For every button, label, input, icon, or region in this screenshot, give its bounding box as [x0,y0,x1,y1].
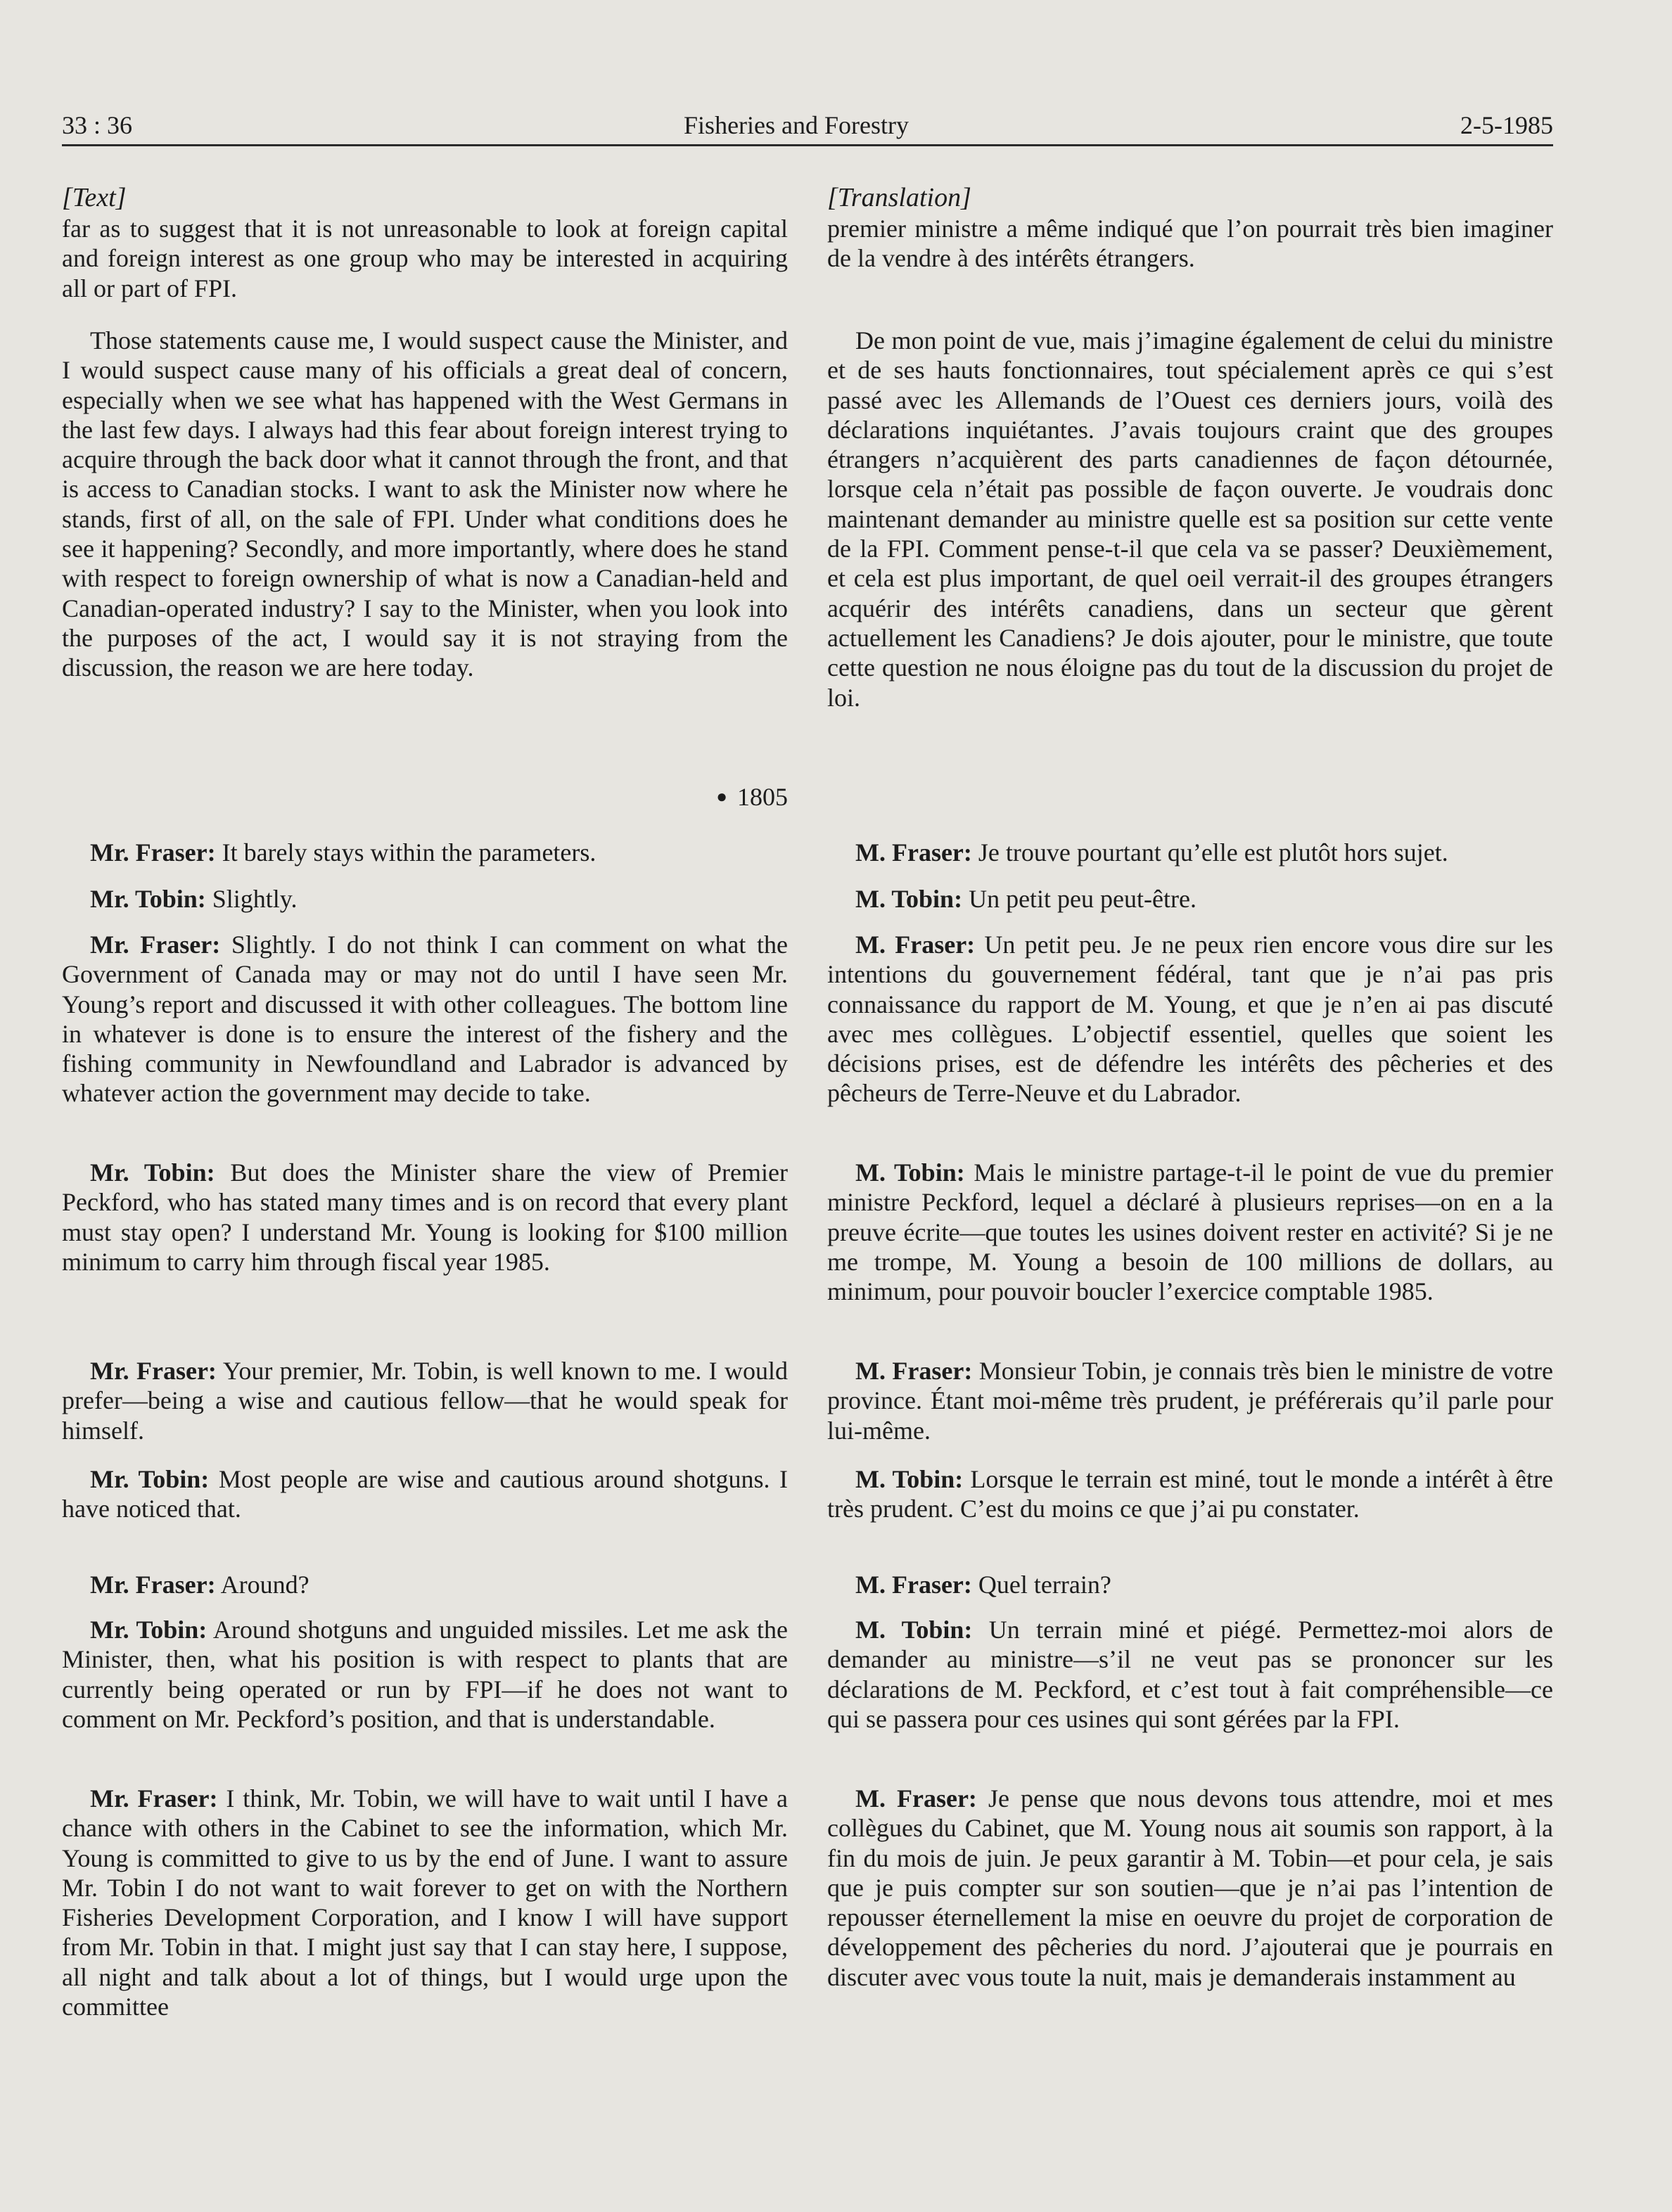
paragraph: Mr. Fraser: Your premier, Mr. Tobin, is well known to me. I would prefer—being a wise and cautious fellow—that he would speak for himself. [62,1357,789,1445]
speaker: Mr. Fraser: [90,1571,216,1599]
speaker: M. Fraser: [855,1571,972,1599]
speaker: Mr. Fraser: [90,1784,218,1813]
paragraph: Mr. Fraser: Around? [90,1571,309,1599]
speaker: Mr. Tobin: [90,1465,210,1493]
speaker: M. Fraser: [855,1784,977,1813]
bullet-icon: ● [716,786,727,807]
paragraph: M. Fraser: Je trouve pourtant qu’elle est plutôt hors sujet. [855,838,1448,867]
paragraph: Mr. Tobin: Most people are wise and cautious around shotguns. I have noticed that. [62,1465,789,1523]
paragraph: Mr. Fraser: It barely stays within the parameters. [90,838,596,867]
speaker: M. Fraser: [855,931,976,959]
speaker: M. Fraser: [855,838,972,867]
text-label: [Text] [62,183,127,212]
translation-label: [Translation] [827,183,971,212]
page-number: 33 : 36 [62,111,133,139]
paragraph: M. Fraser: Quel terrain? [855,1571,1111,1599]
paragraph: Mr. Fraser: I think, Mr. Tobin, we will have to wait until I have a chance with others in the Cabinet to see the information, which Mr. Young is committed to give to us by the end of June. I want to assure Mr. Tobin I do not want to wait forever to get on with the Northern Fisheries Development Corporation, and I know I will have support from Mr. Tobin in that. I might just say that I can stay here, I suppose, all night and talk about a lot of things, but I would urge upon the committee [62,1784,789,2021]
paragraph: premier ministre a même indiqué que l’on pourrait très bien imaginer de la vendre à des intérêts étrangers. [827,215,1553,273]
running-title: Fisheries and Forestry [684,111,909,139]
speaker: M. Tobin: [855,1616,973,1644]
time-stamp: ● 1805 [716,783,788,811]
paragraph: M. Tobin: Mais le ministre partage-t-il le point de vue du premier ministre Peckford, lequel a déclaré à plusieurs reprises—on en a la preuve écrite—que toutes les usines doivent rester en activité? Si je ne me trompe, M. Young a besoin de 100 millions de dollars, au minimum, pour pouvoir boucler l’exercice comptable 1985. [827,1158,1553,1306]
paragraph: far as to suggest that it is not unreasonable to look at foreign capital and foreign interest as one group who may be interested in acquiring all or part of FPI. [62,215,788,302]
speaker: M. Fraser: [855,1357,973,1385]
paragraph: Mr. Tobin: But does the Minister share the view of Premier Peckford, who has stated many times and is on record that every plant must stay open? I understand Mr. Young is looking for $100 million minimum to carry him through fiscal year 1985. [62,1158,788,1276]
paragraph: Mr. Fraser: Slightly. I do not think I can comment on what the Government of Canada may or may not do until I have seen Mr. Young’s report and discussed it with other colleagues. The bottom line in whatever is done is to ensure the interest of the fishery and the fishing community in Newfoundland and Labrador is advanced by whatever action the government may decide to take. [62,931,788,1108]
header-date: 2-5-1985 [1460,111,1553,139]
paragraph: M. Fraser: Un petit peu. Je ne peux rien encore vous dire sur les intentions du gouvernement fédéral, tant que je n’ai pas pris connaissance du rapport de M. Young, et que je n’en ai pas discuté avec mes collègues. L’objectif essentiel, quelles que soient les décisions prises, est de défendre les intérêts des pêcheries et des pêcheurs de Terre-Neuve et du Labrador. [827,931,1554,1108]
speaker: Mr. Tobin: [90,885,206,913]
speaker: M. Tobin: [855,1465,964,1493]
speaker: Mr. Fraser: [90,931,221,959]
speaker: Mr. Tobin: [90,1616,208,1644]
paragraph: M. Fraser: Monsieur Tobin, je connais très bien le ministre de votre province. Étant moi-même très prudent, je préférerais qu’il parle pour lui-même. [827,1357,1553,1445]
page-header [62,110,1553,141]
paragraph: M. Tobin: Lorsque le terrain est miné, tout le monde a intérêt à être très prudent. C’est du moins ce que j’ai pu constater. [827,1465,1553,1523]
speaker: Mr. Fraser: [90,1357,217,1385]
paragraph: De mon point de vue, mais j’imagine également de celui du ministre et de ses hauts fonctionnaires, tout spécialement après ce qui s’est passé avec les Allemands de l’Ouest ces derniers jours, voilà des déclarations inquiétantes. J’avais toujours craint que des groupes étrangers n’acquièrent des parts canadiennes de façon détournée, lorsque cela n’était pas possible de façon ouverte. Je voudrais donc maintenant demander au ministre quelle est sa position sur cette vente de la FPI. Comment pense-t-il que cela va se passer? Deuxièmement, et cela est plus important, de quel oeil verrait-il des groupes étrangers acquérir des intérêts canadiens, dans un secteur que gèrent actuellement les Canadiens? Je dois ajouter, pour le ministre, que toute cette question ne nous éloigne pas du tout de la discussion du projet de loi. [827,326,1553,712]
header-rule [62,144,1553,146]
paragraph: M. Tobin: Un petit peu peut-être. [855,885,1196,913]
paragraph: Mr. Tobin: Around shotguns and unguided missiles. Let me ask the Minister, then, what his position is with respect to plants that are currently being operated or run by FPI—if he does not want to comment on Mr. Peckford’s position, and that is understandable. [62,1616,788,1733]
speaker: Mr. Tobin: [90,1158,215,1187]
paragraph: Those statements cause me, I would suspect cause the Minister, and I would suspect cause many of his officials a great deal of concern, especially when we see what has happened with the West Germans in the last few days. I always had this fear about foreign interest trying to acquire through the back door what it cannot through the front, and that is access to Canadian stocks. I want to ask the Minister now where he stands, first of all, on the sale of FPI. Under what conditions does he see it happening? Secondly, and more importantly, where does he stand with respect to foreign ownership of what is now a Canadian-held and Canadian-operated industry? I say to the Minister, when you look into the purposes of the act, I would say it is not straying from the discussion, the reason we are here today. [62,326,788,682]
paragraph: Mr. Tobin: Slightly. [90,885,298,913]
paragraph: M. Fraser: Je pense que nous devons tous attendre, moi et mes collègues du Cabinet, que M. Young nous ait soumis son rapport, à la fin du mois de juin. Je peux garantir à M. Tobin—et pour cela, je sais que je puis compter sur son soutien—que je n’ai pas l’intention de repousser éternellement la mise en oeuvre du projet de corporation de développement des pêcheries du nord. J’ajouterai que je pourrais en discuter avec vous toute la nuit, mais je demanderais instamment au [827,1784,1553,1991]
speaker: M. Tobin: [855,885,963,913]
paragraph: M. Tobin: Un terrain miné et piégé. Permettez-moi alors de demander au ministre—s’il ne veut pas se prononcer sur les déclarations de M. Peckford, et c’est tout à fait compréhensible—ce qui se passera pour ces usines qui sont gérées par la FPI. [827,1616,1553,1733]
speaker: M. Tobin: [855,1158,965,1187]
speaker: Mr. Fraser: [90,838,216,867]
